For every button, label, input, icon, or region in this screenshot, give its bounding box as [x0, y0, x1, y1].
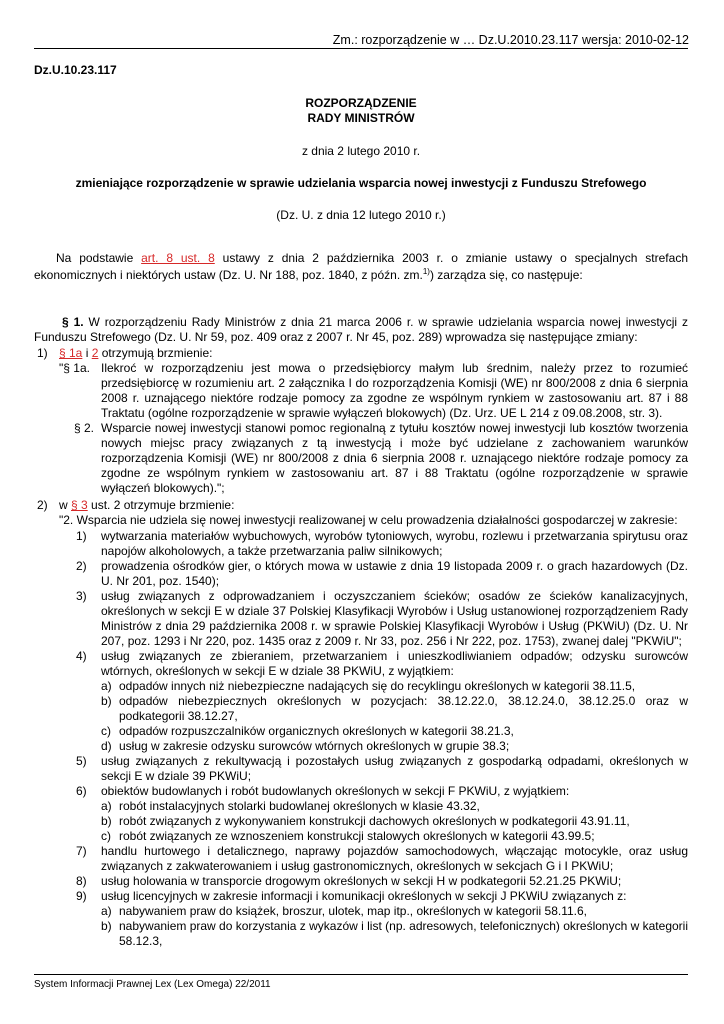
item-text: ust. 2 otrzymuje brzmienie: — [91, 498, 235, 512]
sub-num: c) — [101, 724, 111, 738]
list-item: obiektów budowlanych i robót budowlanych określonych w sekcji F PKWiU, z wyjątkiem: — [101, 784, 570, 798]
sub-num: b) — [101, 814, 112, 828]
item-number: 2) — [37, 498, 48, 512]
conjunction: i — [85, 346, 89, 360]
sub-item: nabywaniem praw do książek, broszur, ulotek, map itp., określonych w kategorii 58.11.6, — [119, 904, 588, 918]
par-1a-link[interactable]: § 1a — [59, 346, 83, 360]
list-num: 3) — [76, 589, 87, 603]
list-num: 2) — [76, 559, 87, 573]
item-number: 1) — [37, 346, 48, 360]
amendment-item-2 — [37, 498, 234, 513]
sub-num: b) — [101, 919, 112, 933]
preamble-text: ustawy z dnia 2 października 2003 r. o zmianie ustawy o specjalnych strefach ekonomicznych i niektórych ustaw (Dz. U. Nr 188, poz. 1840, z późn. zm. — [34, 251, 688, 282]
sub-num: b) — [101, 694, 112, 708]
list-num: 7) — [76, 844, 87, 858]
act-subject: zmieniające rozporządzenie w sprawie udzielania wsparcia nowej inwestycji z Funduszu Strefowego — [75, 176, 647, 190]
list-item: usług związanych ze zbieraniem, przetwarzaniem i unieszkodliwianiem odpadów; odzysku surowców wtórnych, określonych w sekcji E w dziale 38 PKWiU, z wyjątkiem: — [101, 649, 688, 678]
list-item: usług związanych z rekultywacją i pozostałych usług związanych z gospodarką odpadami, określonych w sekcji E w dziale 39 PKWiU; — [101, 754, 688, 783]
sub-item: nabywaniem praw do korzystania z wykazów i list (np. adresowych, telefonicznych) określonych w kategorii 58.12.3, — [119, 919, 688, 948]
art-8-ust-8-link[interactable]: art. 8 ust. 8 — [141, 251, 215, 265]
list-num: 5) — [76, 754, 87, 768]
list-num: 6) — [76, 784, 87, 798]
preamble — [34, 250, 688, 284]
s1a-text: Ilekroć w rozporządzeniu jest mowa o przedsiębiorcy małym lub średnim, należy przez to rozumieć przedsiębiorcę w rozumieniu art. 2 załącznika I do rozporządzenia Komisji (WE) nr 800/2008 z dnia 6 sierpnia 2008 r. uznającego niektóre rodzaje pomocy za zgodne ze wspólnym rynkiem w zastosowaniu art. 87 i 88 Traktatu (ogólne rozporządzenie w sprawie wyłączeń blokowych) (Dz. Urz. UE L 214 z 09.08.2008, str. 3). — [101, 361, 688, 420]
sub-num: a) — [101, 799, 112, 813]
sub-num: a) — [101, 904, 112, 918]
list-item: wytwarzania materiałów wybuchowych, wyrobów tytoniowych, wyrobu, rozlewu i przetwarzania spirytusu oraz napojów alkoholowych, a także przetwarzania paliw silnikowych; — [101, 529, 688, 558]
title-line-2: RADY MINISTRÓW — [307, 111, 415, 125]
list-item: usług związanych z odprowadzaniem i oczyszczaniem ścieków; osadów ze ścieków kanalizacyjnych, określonych w sekcji E w dziale 37 Polskiej Klasyfikacji Wyrobów i Usług ustanowionej rozporządzeniem Rady Ministrów z dnia 29 października 2008 r. w sprawie Polskiej Klasyfikacji Wyrobów i Usług (PKWiU) (Dz. U. Nr 207, poz. 1293 i Nr 220, poz. 1435 oraz z 2009 r. Nr 33, poz. 256 i Nr 222, poz. 1753), zwanej dalej "PKWiU"; — [101, 589, 688, 648]
act-date: z dnia 2 lutego 2010 r. — [301, 144, 421, 158]
sub-num: d) — [101, 739, 112, 753]
list-num: 9) — [76, 889, 87, 903]
publication-info: (Dz. U. z dnia 12 lutego 2010 r.) — [276, 208, 446, 222]
s2-text: Wsparcie nowej inwestycji stanowi pomoc regionalną z tytułu kosztów nowej inwestycji lub kosztów tworzenia nowych miejsc pracy związanych z tą inwestycją i może być udzielane z zachowaniem warunków rozporządzenia Komisji (WE) nr 800/2008 z dnia 6 sierpnia 2008 r. uznającego niektóre rodzaje pomocy za zgodne ze wspólnym rynkiem w zastosowaniu art. 87 i 88 Traktatu (ogólne rozporządzenie w sprawie wyłączeń blokowych)."; — [101, 421, 688, 495]
amendment-item-1 — [37, 346, 212, 361]
preamble-prefix: Na podstawie — [56, 251, 134, 265]
title-line-1: ROZPORZĄDZENIE — [305, 96, 417, 110]
item-prefix: w — [59, 498, 68, 512]
par-2-link[interactable]: 2 — [91, 346, 99, 360]
footnote-marker[interactable]: 1) — [422, 267, 430, 276]
s2-label: § 2. — [74, 421, 95, 435]
s1a-label: "§ 1a. — [59, 361, 90, 375]
sub-num: c) — [101, 829, 111, 843]
sub-item: robót związanych z wykonywaniem konstrukcji dachowych określonych w podkategorii 43.91.11, — [119, 814, 630, 828]
list-num: 8) — [76, 874, 87, 888]
list-num: 1) — [76, 529, 87, 543]
sub-item: odpadów niebezpiecznych określonych w pozycjach: 38.12.22.0, 38.12.24.0, 38.12.25.0 oraz w podkategorii 38.12.27, — [119, 694, 688, 723]
sub-item: usług w zakresie odzysku surowców wtórnych określonych w grupie 38.3; — [119, 739, 510, 753]
doc-id: Dz.U.10.23.117 — [34, 63, 117, 77]
list-num: 4) — [76, 649, 87, 663]
footer-text: System Informacji Prawnej Lex (Lex Omega) 22/2011 — [34, 979, 271, 990]
list-item: handlu hurtowego i detalicznego, naprawy pojazdów samochodowych, włączając motocykle, oraz usług związanych z zakwaterowaniem i usług gastronomicznych, określonych w sekcjach G i I PKWiU; — [101, 844, 688, 873]
list-item: usług holowania w transporcie drogowym określonych w sekcji H w podkategorii 52.21.25 PKWiU; — [101, 874, 622, 888]
ust-2-text: "2. Wsparcia nie udziela się nowej inwestycji realizowanej w celu prowadzenia działalności gospodarczej w zakresie: — [59, 513, 678, 527]
par-3-link[interactable]: § 3 — [71, 498, 88, 512]
list-item: prowadzenia ośrodków gier, o których mowa w ustawie z dnia 19 listopada 2009 r. o grach hazardowych (Dz. U. Nr 201, poz. 1540); — [101, 559, 688, 588]
running-header: Zm.: rozporządzenie w … Dz.U.2010.23.117 wersja: 2010-02-12 — [332, 33, 689, 47]
list-item: usług licencyjnych w zakresie informacji i komunikacji określonych w sekcji J PKWiU związanych z: — [101, 889, 627, 903]
footer-rule — [34, 974, 688, 975]
paragraph-label: § 1. — [62, 315, 84, 329]
preamble-end: ) zarządza się, co następuje: — [429, 268, 583, 282]
sub-item: odpadów innych niż niebezpieczne nadających się do recyklingu określonych w kategorii 38.11.5, — [119, 679, 636, 693]
sub-item: robót instalacyjnych stolarki budowlanej określonych w klasie 43.32, — [119, 799, 480, 813]
sub-item: robót związanych ze wznoszeniem konstrukcji stalowych określonych w kategorii 43.99.5; — [119, 829, 595, 843]
sub-num: a) — [101, 679, 112, 693]
paragraph-1 — [34, 315, 688, 345]
item-text: otrzymują brzmienie: — [101, 346, 213, 360]
sub-item: odpadów rozpuszczalników organicznych określonych w kategorii 38.21.3, — [119, 724, 514, 738]
paragraph-text: W rozporządzeniu Rady Ministrów z dnia 21 marca 2006 r. w sprawie udzielania wsparcia nowej inwestycji z Funduszu Strefowego (Dz. U. Nr 59, poz. 409 oraz z 2007 r. Nr 45, poz. 289) wprowadza się następujące zmiany: — [34, 315, 688, 344]
header-rule — [34, 48, 688, 49]
